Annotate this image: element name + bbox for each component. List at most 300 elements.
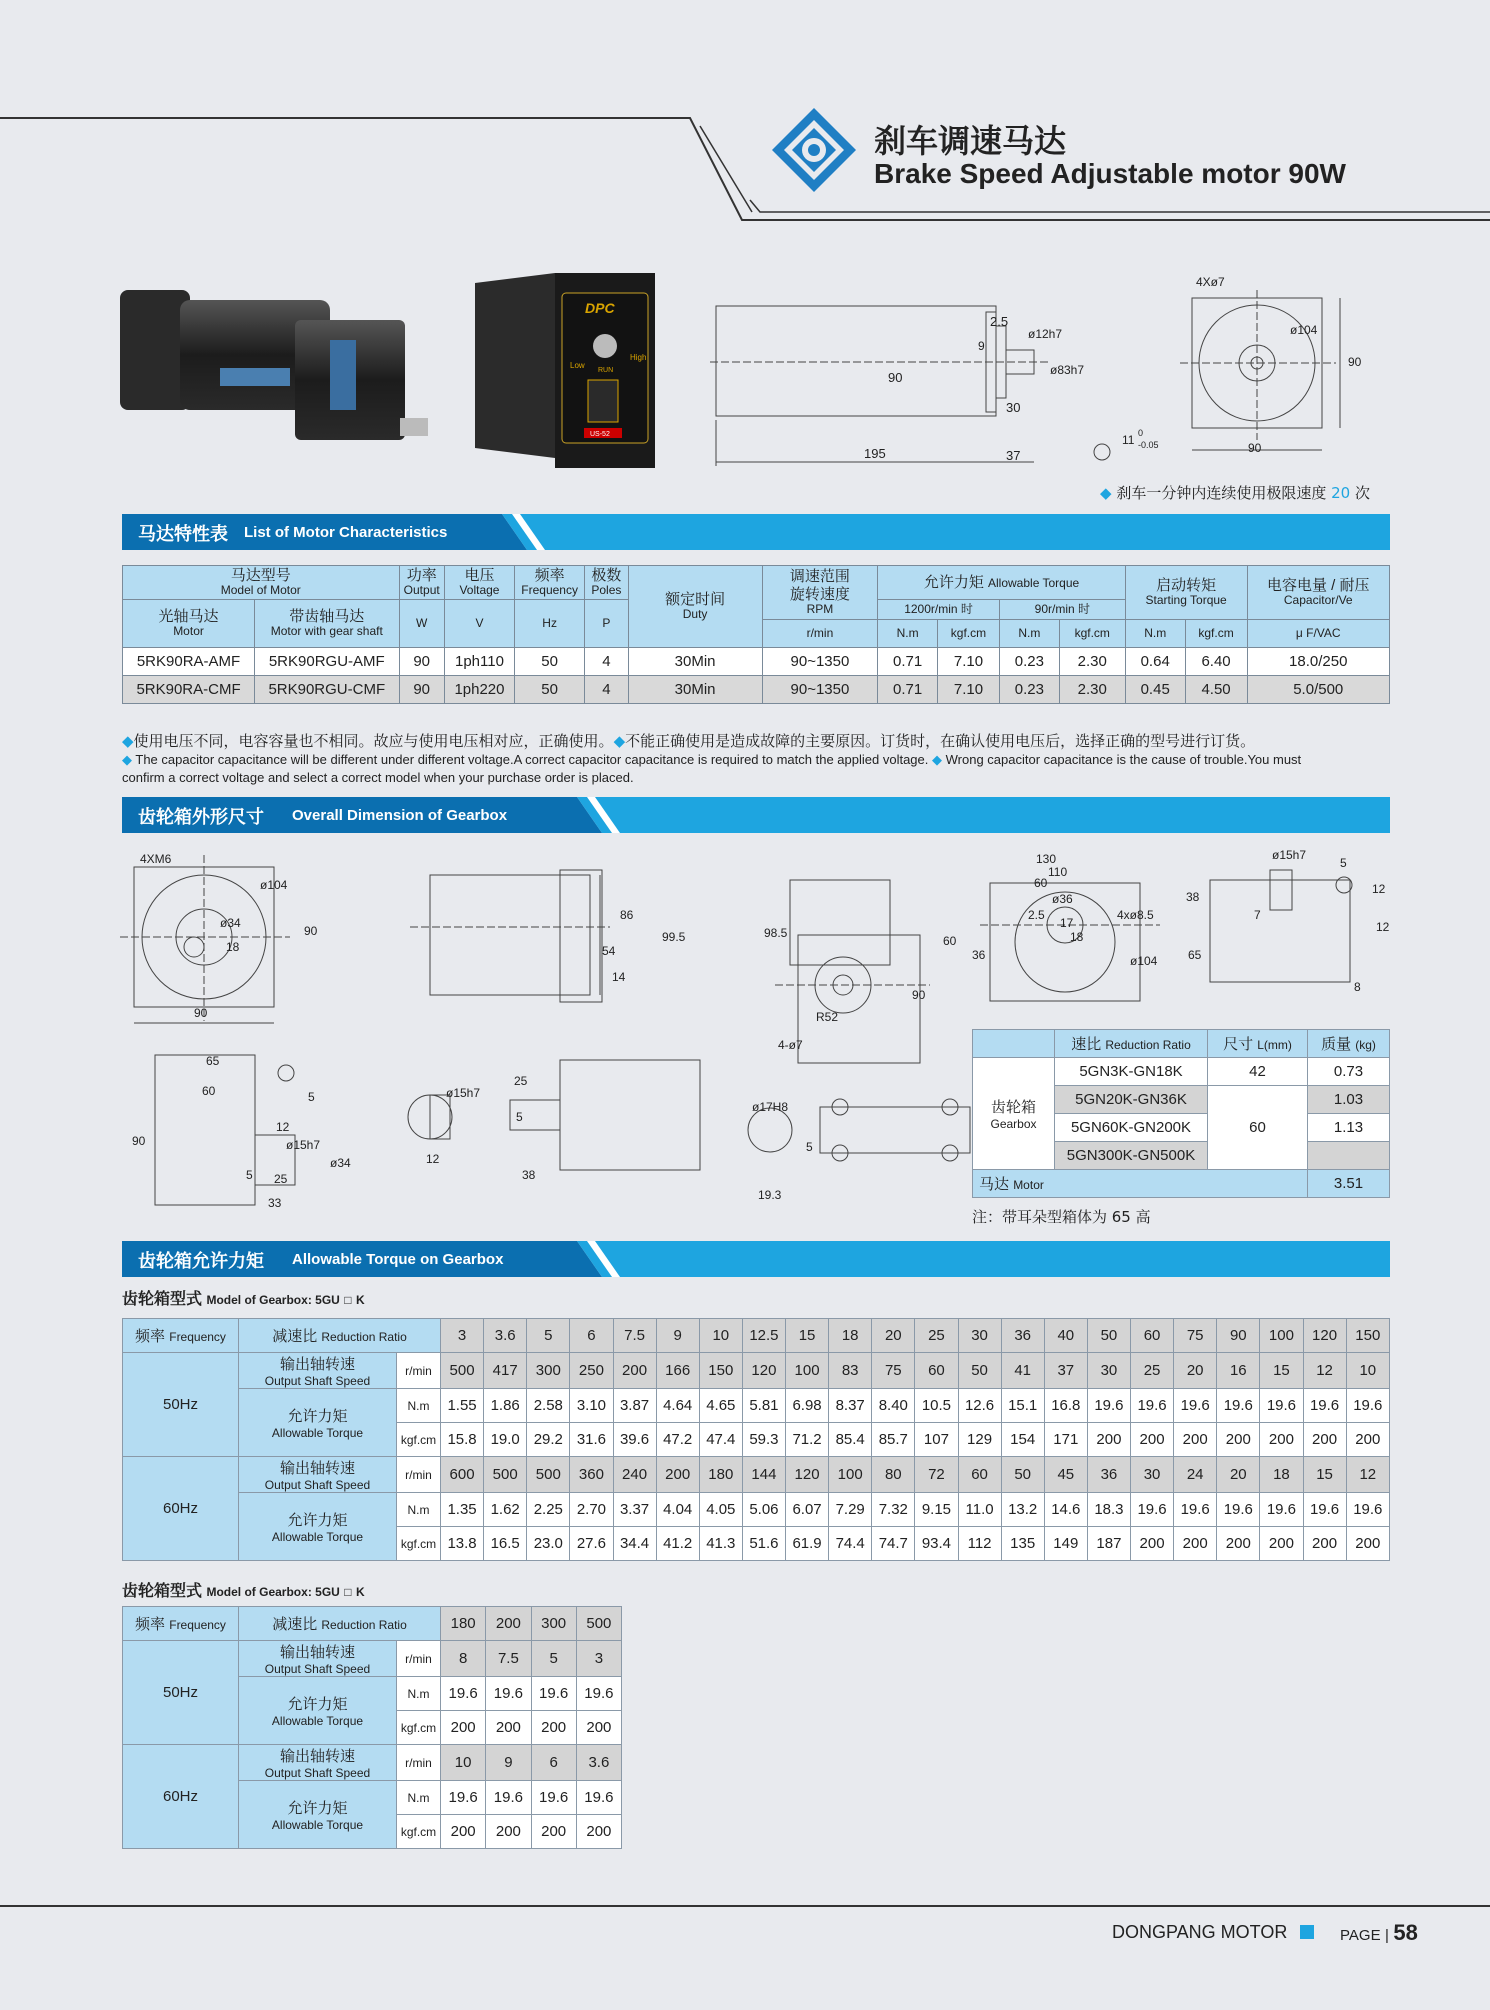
value-cell: 15.1 bbox=[1001, 1389, 1044, 1423]
dim-motor-5: ø83h7 bbox=[1050, 363, 1085, 377]
value-cell: 200 bbox=[656, 1457, 699, 1493]
ratio-cell: 6 bbox=[570, 1319, 613, 1353]
value-cell: 5 bbox=[531, 1641, 576, 1677]
dim-gb-e9: 60 bbox=[943, 934, 957, 948]
value-cell: 1.55 bbox=[441, 1389, 484, 1423]
dim-gb-e11: ø104 bbox=[1130, 954, 1158, 968]
value-cell: 19.0 bbox=[484, 1423, 527, 1457]
value-cell: 500 bbox=[441, 1353, 484, 1389]
dim-flange-4: 90 bbox=[1248, 441, 1262, 455]
dim-gb-c2: R52 bbox=[816, 1010, 839, 1024]
dim-gb-e10: 36 bbox=[972, 948, 986, 962]
value-cell: 19.6 bbox=[1131, 1389, 1174, 1423]
note-en-2: confirm a correct voltage and select a correct model when your purchase order is placed. bbox=[122, 770, 634, 785]
value-cell: 41 bbox=[1001, 1353, 1044, 1389]
ratio-cell: 120 bbox=[1303, 1319, 1346, 1353]
ratio-cell: 90 bbox=[1217, 1319, 1260, 1353]
value-cell: 250 bbox=[570, 1353, 613, 1389]
value-cell: 24 bbox=[1174, 1457, 1217, 1493]
dim-gb-e2: 110 bbox=[1048, 865, 1068, 879]
value-cell: 14.6 bbox=[1044, 1493, 1087, 1527]
bullet-icon: ◆ bbox=[122, 752, 132, 767]
ratio-cell: 300 bbox=[531, 1607, 576, 1641]
row-label: 允许力矩 Allowable Torque bbox=[239, 1781, 397, 1849]
row-label: 允许力矩 Allowable Torque bbox=[239, 1493, 397, 1561]
torque-table-2 bbox=[122, 1606, 622, 1849]
dim-gb-e4: ø36 bbox=[1052, 892, 1073, 906]
value-cell: 30 bbox=[1131, 1457, 1174, 1493]
dim-motor-2: ø12h7 bbox=[1028, 327, 1063, 341]
dim-gb-g7: ø34 bbox=[330, 1156, 351, 1170]
value-cell: 129 bbox=[958, 1423, 1001, 1457]
value-cell: 29.2 bbox=[527, 1423, 570, 1457]
value-cell: 200 bbox=[1260, 1527, 1303, 1561]
value-cell: 6 bbox=[531, 1745, 576, 1781]
dim-gb-h4: 5 bbox=[516, 1110, 523, 1124]
value-cell: 18 bbox=[1260, 1457, 1303, 1493]
dim-gb-f3: 12 bbox=[1372, 882, 1386, 896]
dim-gb-f4: 38 bbox=[1186, 890, 1200, 904]
motor-dimension-drawing bbox=[710, 270, 1400, 470]
page-title-cn: 刹车调速马达 bbox=[874, 122, 1067, 160]
gearbox-note: 注：带耳朵型箱体为 65 高 bbox=[972, 1208, 1151, 1226]
value-cell: 72 bbox=[915, 1457, 958, 1493]
torque-table-1 bbox=[122, 1318, 1390, 1561]
dim-gb-f2: 5 bbox=[1340, 856, 1347, 870]
value-cell: 12 bbox=[1303, 1353, 1346, 1389]
dim-gb-i3: 19.3 bbox=[758, 1188, 782, 1202]
row-label: 允许力矩 Allowable Torque bbox=[239, 1389, 397, 1457]
value-cell: 5.81 bbox=[742, 1389, 785, 1423]
value-cell: 360 bbox=[570, 1457, 613, 1493]
value-cell: 74.7 bbox=[872, 1527, 915, 1561]
value-cell: 19.6 bbox=[486, 1677, 531, 1711]
unit-cell: r/min bbox=[397, 1457, 441, 1493]
value-cell: 100 bbox=[786, 1353, 829, 1389]
dim-motor-6: 30 bbox=[1006, 400, 1021, 415]
value-cell: 112 bbox=[958, 1527, 1001, 1561]
table-row bbox=[123, 1389, 1390, 1423]
dim-gb-a4: 18 bbox=[226, 940, 240, 954]
dim-gb-f7: 65 bbox=[1188, 948, 1202, 962]
ratio-cell: 60 bbox=[1131, 1319, 1174, 1353]
value-cell: 20 bbox=[1217, 1457, 1260, 1493]
dim-gb-h2: 12 bbox=[426, 1152, 440, 1166]
dim-gb-c4: 90 bbox=[912, 988, 926, 1002]
unit-cell: r/min bbox=[397, 1353, 441, 1389]
dim-gb-h1: ø15h7 bbox=[446, 1086, 481, 1100]
freq-cell: 50Hz bbox=[123, 1353, 239, 1457]
dim-gb-c3: 4-ø7 bbox=[778, 1038, 803, 1052]
value-cell: 107 bbox=[915, 1423, 958, 1457]
row-label: 输出轴转速 Output Shaft Speed bbox=[239, 1641, 397, 1677]
controller-run: RUN bbox=[598, 367, 614, 374]
value-cell: 16.8 bbox=[1044, 1389, 1087, 1423]
value-cell: 154 bbox=[1001, 1423, 1044, 1457]
dim-gb-e7: 4xø8.5 bbox=[1117, 908, 1154, 922]
value-cell: 83 bbox=[829, 1353, 872, 1389]
value-cell: 187 bbox=[1087, 1527, 1130, 1561]
value-cell: 12 bbox=[1346, 1457, 1389, 1493]
ratio-cell: 3 bbox=[441, 1319, 484, 1353]
value-cell: 500 bbox=[527, 1457, 570, 1493]
ratio-header: 减速比 Reduction Ratio bbox=[239, 1319, 441, 1353]
table-row bbox=[123, 1353, 1390, 1389]
value-cell: 200 bbox=[1217, 1423, 1260, 1457]
dim-gb-g3: 5 bbox=[308, 1090, 315, 1104]
footer-line bbox=[0, 1905, 1490, 1907]
value-cell: 120 bbox=[742, 1353, 785, 1389]
dim-gb-a1: 4XM6 bbox=[140, 852, 172, 866]
value-cell: 6.98 bbox=[786, 1389, 829, 1423]
ratio-cell: 200 bbox=[486, 1607, 531, 1641]
value-cell: 1.35 bbox=[441, 1493, 484, 1527]
value-cell: 135 bbox=[1001, 1527, 1044, 1561]
page-title-en: Brake Speed Adjustable motor 90W bbox=[874, 158, 1346, 189]
value-cell: 100 bbox=[829, 1457, 872, 1493]
value-cell: 19.6 bbox=[1346, 1493, 1389, 1527]
value-cell: 19.6 bbox=[1346, 1389, 1389, 1423]
value-cell: 60 bbox=[915, 1353, 958, 1389]
value-cell: 93.4 bbox=[915, 1527, 958, 1561]
ratio-cell: 12.5 bbox=[742, 1319, 785, 1353]
value-cell: 50 bbox=[1001, 1457, 1044, 1493]
unit-cell: kgf.cm bbox=[397, 1711, 441, 1745]
value-cell: 18.3 bbox=[1087, 1493, 1130, 1527]
ratio-cell: 9 bbox=[656, 1319, 699, 1353]
value-cell: 19.6 bbox=[1260, 1493, 1303, 1527]
table-row: 5GN300K-GN500K bbox=[973, 1142, 1390, 1170]
freq-header: 频率 Frequency bbox=[123, 1607, 239, 1641]
ratio-cell: 36 bbox=[1001, 1319, 1044, 1353]
dim-gb-g9: 25 bbox=[274, 1172, 288, 1186]
value-cell: 200 bbox=[1303, 1423, 1346, 1457]
dim-motor-1: 2.5 bbox=[990, 314, 1009, 329]
value-cell: 4.65 bbox=[699, 1389, 742, 1423]
table-row bbox=[123, 1745, 622, 1781]
value-cell: 19.6 bbox=[441, 1677, 486, 1711]
dim-gb-b3: 54 bbox=[602, 944, 616, 958]
value-cell: 200 bbox=[441, 1711, 486, 1745]
dim-gb-e3: 60 bbox=[1034, 876, 1048, 890]
value-cell: 13.8 bbox=[441, 1527, 484, 1561]
dim-gb-g6: ø15h7 bbox=[286, 1138, 321, 1152]
bullet-icon: ◆ bbox=[932, 752, 942, 767]
value-cell: 8.37 bbox=[829, 1389, 872, 1423]
value-cell: 3.37 bbox=[613, 1493, 656, 1527]
section-banner-torque: 齿轮箱允许力矩 Allowable Torque on Gearbox bbox=[122, 1241, 1390, 1277]
freq-cell: 50Hz bbox=[123, 1641, 239, 1745]
dim-motor-9: 11 bbox=[1122, 433, 1135, 447]
dim-gb-f5: 7 bbox=[1254, 908, 1261, 922]
value-cell: 19.6 bbox=[1217, 1493, 1260, 1527]
unit-cell: N.m bbox=[397, 1389, 441, 1423]
value-cell: 19.6 bbox=[576, 1677, 621, 1711]
value-cell: 45 bbox=[1044, 1457, 1087, 1493]
value-cell: 3.10 bbox=[570, 1389, 613, 1423]
bullet-icon: ◆ bbox=[122, 733, 134, 750]
dim-gb-e6: 17 bbox=[1060, 916, 1074, 930]
value-cell: 61.9 bbox=[786, 1527, 829, 1561]
dim-gb-e1: 130 bbox=[1036, 852, 1057, 866]
value-cell: 200 bbox=[576, 1815, 621, 1849]
value-cell: 10 bbox=[1346, 1353, 1389, 1389]
value-cell: 3.87 bbox=[613, 1389, 656, 1423]
value-cell: 7.5 bbox=[486, 1641, 531, 1677]
value-cell: 120 bbox=[786, 1457, 829, 1493]
value-cell: 4.05 bbox=[699, 1493, 742, 1527]
value-cell: 37 bbox=[1044, 1353, 1087, 1389]
section-banner-motor: 马达特性表 List of Motor Characteristics bbox=[122, 514, 1390, 550]
table-row bbox=[123, 1457, 1390, 1493]
value-cell: 200 bbox=[1303, 1527, 1346, 1561]
note-cn: ◆使用电压不同，电容容量也不相同。故应与使用电压相对应，正确使用。◆不能正确使用是造成故障的主要原因。订货时，在确认使用电压后，选择正确的型号进行订货。 bbox=[122, 733, 1256, 750]
value-cell: 15.8 bbox=[441, 1423, 484, 1457]
value-cell: 25 bbox=[1131, 1353, 1174, 1389]
value-cell: 34.4 bbox=[613, 1527, 656, 1561]
value-cell: 200 bbox=[486, 1815, 531, 1849]
note-en-1: ◆ The capacitor capacitance will be different under different voltage.A correct capacitor capacitance is required to match the applied voltage. ◆ Wrong capacitor capacitance is the cause of trouble.You must bbox=[122, 752, 1302, 767]
ratio-cell: 180 bbox=[441, 1607, 486, 1641]
table-row: 5GN60K-GN200K 1.13 bbox=[973, 1114, 1390, 1142]
dim-gb-b2: 99.5 bbox=[662, 930, 686, 944]
bullet-icon: ◆ bbox=[1100, 484, 1112, 502]
value-cell: 9 bbox=[486, 1745, 531, 1781]
value-cell: 85.7 bbox=[872, 1423, 915, 1457]
dim-motor-3: 9 bbox=[978, 339, 985, 353]
value-cell: 47.2 bbox=[656, 1423, 699, 1457]
value-cell: 180 bbox=[699, 1457, 742, 1493]
value-cell: 171 bbox=[1044, 1423, 1087, 1457]
value-cell: 30 bbox=[1087, 1353, 1130, 1389]
table-row: 5RK90RA-AMF 5RK90RGU-AMF 90 1ph110 50 4 30Min 90~1350 0.71 7.10 0.23 2.30 0.64 6.40 18.0/250 bbox=[123, 648, 1390, 676]
dim-gb-g10: 33 bbox=[268, 1196, 282, 1210]
controller-low: Low bbox=[570, 361, 585, 370]
unit-cell: N.m bbox=[397, 1677, 441, 1711]
torque-table-1-title: 齿轮箱型式 Model of Gearbox: 5GU □ K bbox=[122, 1291, 365, 1308]
controller-brand: DPC bbox=[585, 300, 615, 316]
dim-gb-i1: ø17H8 bbox=[752, 1100, 789, 1114]
row-label: 输出轴转速 Output Shaft Speed bbox=[239, 1457, 397, 1493]
value-cell: 149 bbox=[1044, 1527, 1087, 1561]
value-cell: 39.6 bbox=[613, 1423, 656, 1457]
value-cell: 200 bbox=[531, 1711, 576, 1745]
dim-gb-h5: 38 bbox=[522, 1168, 536, 1182]
value-cell: 2.25 bbox=[527, 1493, 570, 1527]
value-cell: 240 bbox=[613, 1457, 656, 1493]
dim-motor-9c: -0.05 bbox=[1138, 440, 1159, 450]
ratio-cell: 100 bbox=[1260, 1319, 1303, 1353]
value-cell: 2.58 bbox=[527, 1389, 570, 1423]
unit-cell: kgf.cm bbox=[397, 1423, 441, 1457]
value-cell: 200 bbox=[1174, 1423, 1217, 1457]
value-cell: 4.64 bbox=[656, 1389, 699, 1423]
dim-gb-g4: 12 bbox=[276, 1120, 290, 1134]
dim-gb-i2: 5 bbox=[806, 1140, 813, 1154]
table-row: 齿轮箱 Gearbox 5GN3K-GN18K 42 0.73 bbox=[973, 1058, 1390, 1086]
table-row bbox=[123, 1641, 622, 1677]
value-cell: 150 bbox=[699, 1353, 742, 1389]
value-cell: 13.2 bbox=[1001, 1493, 1044, 1527]
value-cell: 166 bbox=[656, 1353, 699, 1389]
value-cell: 59.3 bbox=[742, 1423, 785, 1457]
dim-motor-9b: 0 bbox=[1138, 428, 1144, 438]
value-cell: 200 bbox=[576, 1711, 621, 1745]
table-row: 5RK90RA-CMF 5RK90RGU-CMF 90 1ph220 50 4 30Min 90~1350 0.71 7.10 0.23 2.30 0.45 4.50 5.0/500 bbox=[123, 676, 1390, 704]
ratio-cell: 50 bbox=[1087, 1319, 1130, 1353]
value-cell: 41.3 bbox=[699, 1527, 742, 1561]
value-cell: 16.5 bbox=[484, 1527, 527, 1561]
torque-table-2-title: 齿轮箱型式 Model of Gearbox: 5GU □ K bbox=[122, 1583, 365, 1600]
value-cell: 23.0 bbox=[527, 1527, 570, 1561]
footer-brand: DONGPANG MOTOR bbox=[1112, 1922, 1314, 1943]
speed-controller-photo bbox=[470, 268, 660, 478]
dim-flange-1: 4Xø7 bbox=[1196, 275, 1225, 289]
dim-gb-e5: 2.5 bbox=[1028, 908, 1045, 922]
value-cell: 1.86 bbox=[484, 1389, 527, 1423]
dim-gb-a6: 90 bbox=[194, 1006, 208, 1020]
value-cell: 7.32 bbox=[872, 1493, 915, 1527]
value-cell: 4.04 bbox=[656, 1493, 699, 1527]
dim-gb-c1: 98.5 bbox=[764, 926, 788, 940]
value-cell: 500 bbox=[484, 1457, 527, 1493]
value-cell: 12.6 bbox=[958, 1389, 1001, 1423]
table-row: 5GN20K-GN36K 60 1.03 bbox=[973, 1086, 1390, 1114]
dim-gb-h3: 25 bbox=[514, 1074, 528, 1088]
ratio-cell: 25 bbox=[915, 1319, 958, 1353]
dim-motor-8: 37 bbox=[1006, 448, 1021, 463]
value-cell: 6.07 bbox=[786, 1493, 829, 1527]
value-cell: 19.6 bbox=[1131, 1493, 1174, 1527]
dim-gb-a2: ø104 bbox=[260, 878, 288, 892]
value-cell: 51.6 bbox=[742, 1527, 785, 1561]
value-cell: 85.4 bbox=[829, 1423, 872, 1457]
value-cell: 200 bbox=[1131, 1527, 1174, 1561]
dim-gb-b4: 14 bbox=[612, 970, 626, 984]
value-cell: 300 bbox=[527, 1353, 570, 1389]
value-cell: 15 bbox=[1260, 1353, 1303, 1389]
value-cell: 3 bbox=[576, 1641, 621, 1677]
value-cell: 200 bbox=[1346, 1527, 1389, 1561]
row-label: 输出轴转速 Output Shaft Speed bbox=[239, 1353, 397, 1389]
dim-gb-a5: 90 bbox=[304, 924, 318, 938]
unit-cell: N.m bbox=[397, 1781, 441, 1815]
motor-photo bbox=[110, 280, 430, 460]
value-cell: 11.0 bbox=[958, 1493, 1001, 1527]
value-cell: 200 bbox=[531, 1815, 576, 1849]
unit-cell: r/min bbox=[397, 1745, 441, 1781]
value-cell: 9.15 bbox=[915, 1493, 958, 1527]
unit-cell: kgf.cm bbox=[397, 1815, 441, 1849]
unit-cell: kgf.cm bbox=[397, 1527, 441, 1561]
value-cell: 19.6 bbox=[1303, 1493, 1346, 1527]
value-cell: 200 bbox=[1131, 1423, 1174, 1457]
dim-motor-4: 90 bbox=[888, 370, 903, 385]
unit-cell: r/min bbox=[397, 1641, 441, 1677]
brake-note: ◆ 刹车一分钟内连续使用极限速度 20 次 bbox=[1100, 484, 1371, 502]
dim-flange-2: ø104 bbox=[1290, 323, 1318, 337]
value-cell: 16 bbox=[1217, 1353, 1260, 1389]
dim-gb-f6: 12 bbox=[1376, 920, 1390, 934]
gearbox-mass-table: 速比 Reduction Ratio 尺寸 L(mm) 质量 (kg) 齿轮箱 Gearbox 5GN3K-GN18K 42 0.73 5GN20K-GN36K 60 1.03 5GN60K-GN200K 1.13 5GN300K-GN500K 马达 Motor 3.51 bbox=[972, 1029, 1390, 1198]
ratio-header: 减速比 Reduction Ratio bbox=[239, 1607, 441, 1641]
value-cell: 8.40 bbox=[872, 1389, 915, 1423]
ratio-cell: 5 bbox=[527, 1319, 570, 1353]
ratio-cell: 3.6 bbox=[484, 1319, 527, 1353]
table-row bbox=[123, 1493, 1390, 1527]
ratio-cell: 30 bbox=[958, 1319, 1001, 1353]
freq-header: 频率 Frequency bbox=[123, 1319, 239, 1353]
value-cell: 15 bbox=[1303, 1457, 1346, 1493]
freq-cell: 60Hz bbox=[123, 1745, 239, 1849]
value-cell: 200 bbox=[1174, 1527, 1217, 1561]
value-cell: 144 bbox=[742, 1457, 785, 1493]
value-cell: 417 bbox=[484, 1353, 527, 1389]
value-cell: 200 bbox=[1346, 1423, 1389, 1457]
value-cell: 19.6 bbox=[486, 1781, 531, 1815]
value-cell: 36 bbox=[1087, 1457, 1130, 1493]
value-cell: 19.6 bbox=[441, 1781, 486, 1815]
dim-flange-3: 90 bbox=[1348, 355, 1362, 369]
value-cell: 20 bbox=[1174, 1353, 1217, 1389]
value-cell: 2.70 bbox=[570, 1493, 613, 1527]
value-cell: 19.6 bbox=[1303, 1389, 1346, 1423]
value-cell: 200 bbox=[1087, 1423, 1130, 1457]
value-cell: 600 bbox=[441, 1457, 484, 1493]
value-cell: 19.6 bbox=[1174, 1493, 1217, 1527]
value-cell: 60 bbox=[958, 1457, 1001, 1493]
value-cell: 27.6 bbox=[570, 1527, 613, 1561]
square-icon bbox=[1300, 1925, 1314, 1939]
ratio-cell: 15 bbox=[786, 1319, 829, 1353]
value-cell: 7.29 bbox=[829, 1493, 872, 1527]
ratio-cell: 7.5 bbox=[613, 1319, 656, 1353]
value-cell: 41.2 bbox=[656, 1527, 699, 1561]
value-cell: 47.4 bbox=[699, 1423, 742, 1457]
ratio-cell: 75 bbox=[1174, 1319, 1217, 1353]
controller-model: US-52 bbox=[590, 431, 610, 438]
row-label: 允许力矩 Allowable Torque bbox=[239, 1677, 397, 1745]
dim-gb-a3: ø34 bbox=[220, 916, 241, 930]
dim-gb-g5: 90 bbox=[132, 1134, 146, 1148]
section-banner-gearbox-dim: 齿轮箱外形尺寸 Overall Dimension of Gearbox bbox=[122, 797, 1390, 833]
dim-gb-f1: ø15h7 bbox=[1272, 848, 1307, 862]
value-cell: 19.6 bbox=[531, 1781, 576, 1815]
value-cell: 80 bbox=[872, 1457, 915, 1493]
table-row: 马达 Motor 3.51 bbox=[973, 1170, 1390, 1198]
controller-high: High bbox=[630, 353, 647, 362]
value-cell: 1.62 bbox=[484, 1493, 527, 1527]
value-cell: 75 bbox=[872, 1353, 915, 1389]
freq-cell: 60Hz bbox=[123, 1457, 239, 1561]
value-cell: 10.5 bbox=[915, 1389, 958, 1423]
ratio-cell: 150 bbox=[1346, 1319, 1389, 1353]
bullet-icon: ◆ bbox=[613, 733, 626, 750]
ratio-cell: 40 bbox=[1044, 1319, 1087, 1353]
value-cell: 74.4 bbox=[829, 1527, 872, 1561]
dim-gb-g1: 65 bbox=[206, 1054, 220, 1068]
ratio-cell: 18 bbox=[829, 1319, 872, 1353]
ratio-cell: 500 bbox=[576, 1607, 621, 1641]
value-cell: 19.6 bbox=[576, 1781, 621, 1815]
unit-cell: N.m bbox=[397, 1493, 441, 1527]
value-cell: 31.6 bbox=[570, 1423, 613, 1457]
footer-page: PAGE | 58 bbox=[1340, 1920, 1418, 1945]
value-cell: 19.6 bbox=[1174, 1389, 1217, 1423]
value-cell: 71.2 bbox=[786, 1423, 829, 1457]
dim-gb-g2: 60 bbox=[202, 1084, 216, 1098]
dim-motor-7: 195 bbox=[864, 446, 886, 461]
